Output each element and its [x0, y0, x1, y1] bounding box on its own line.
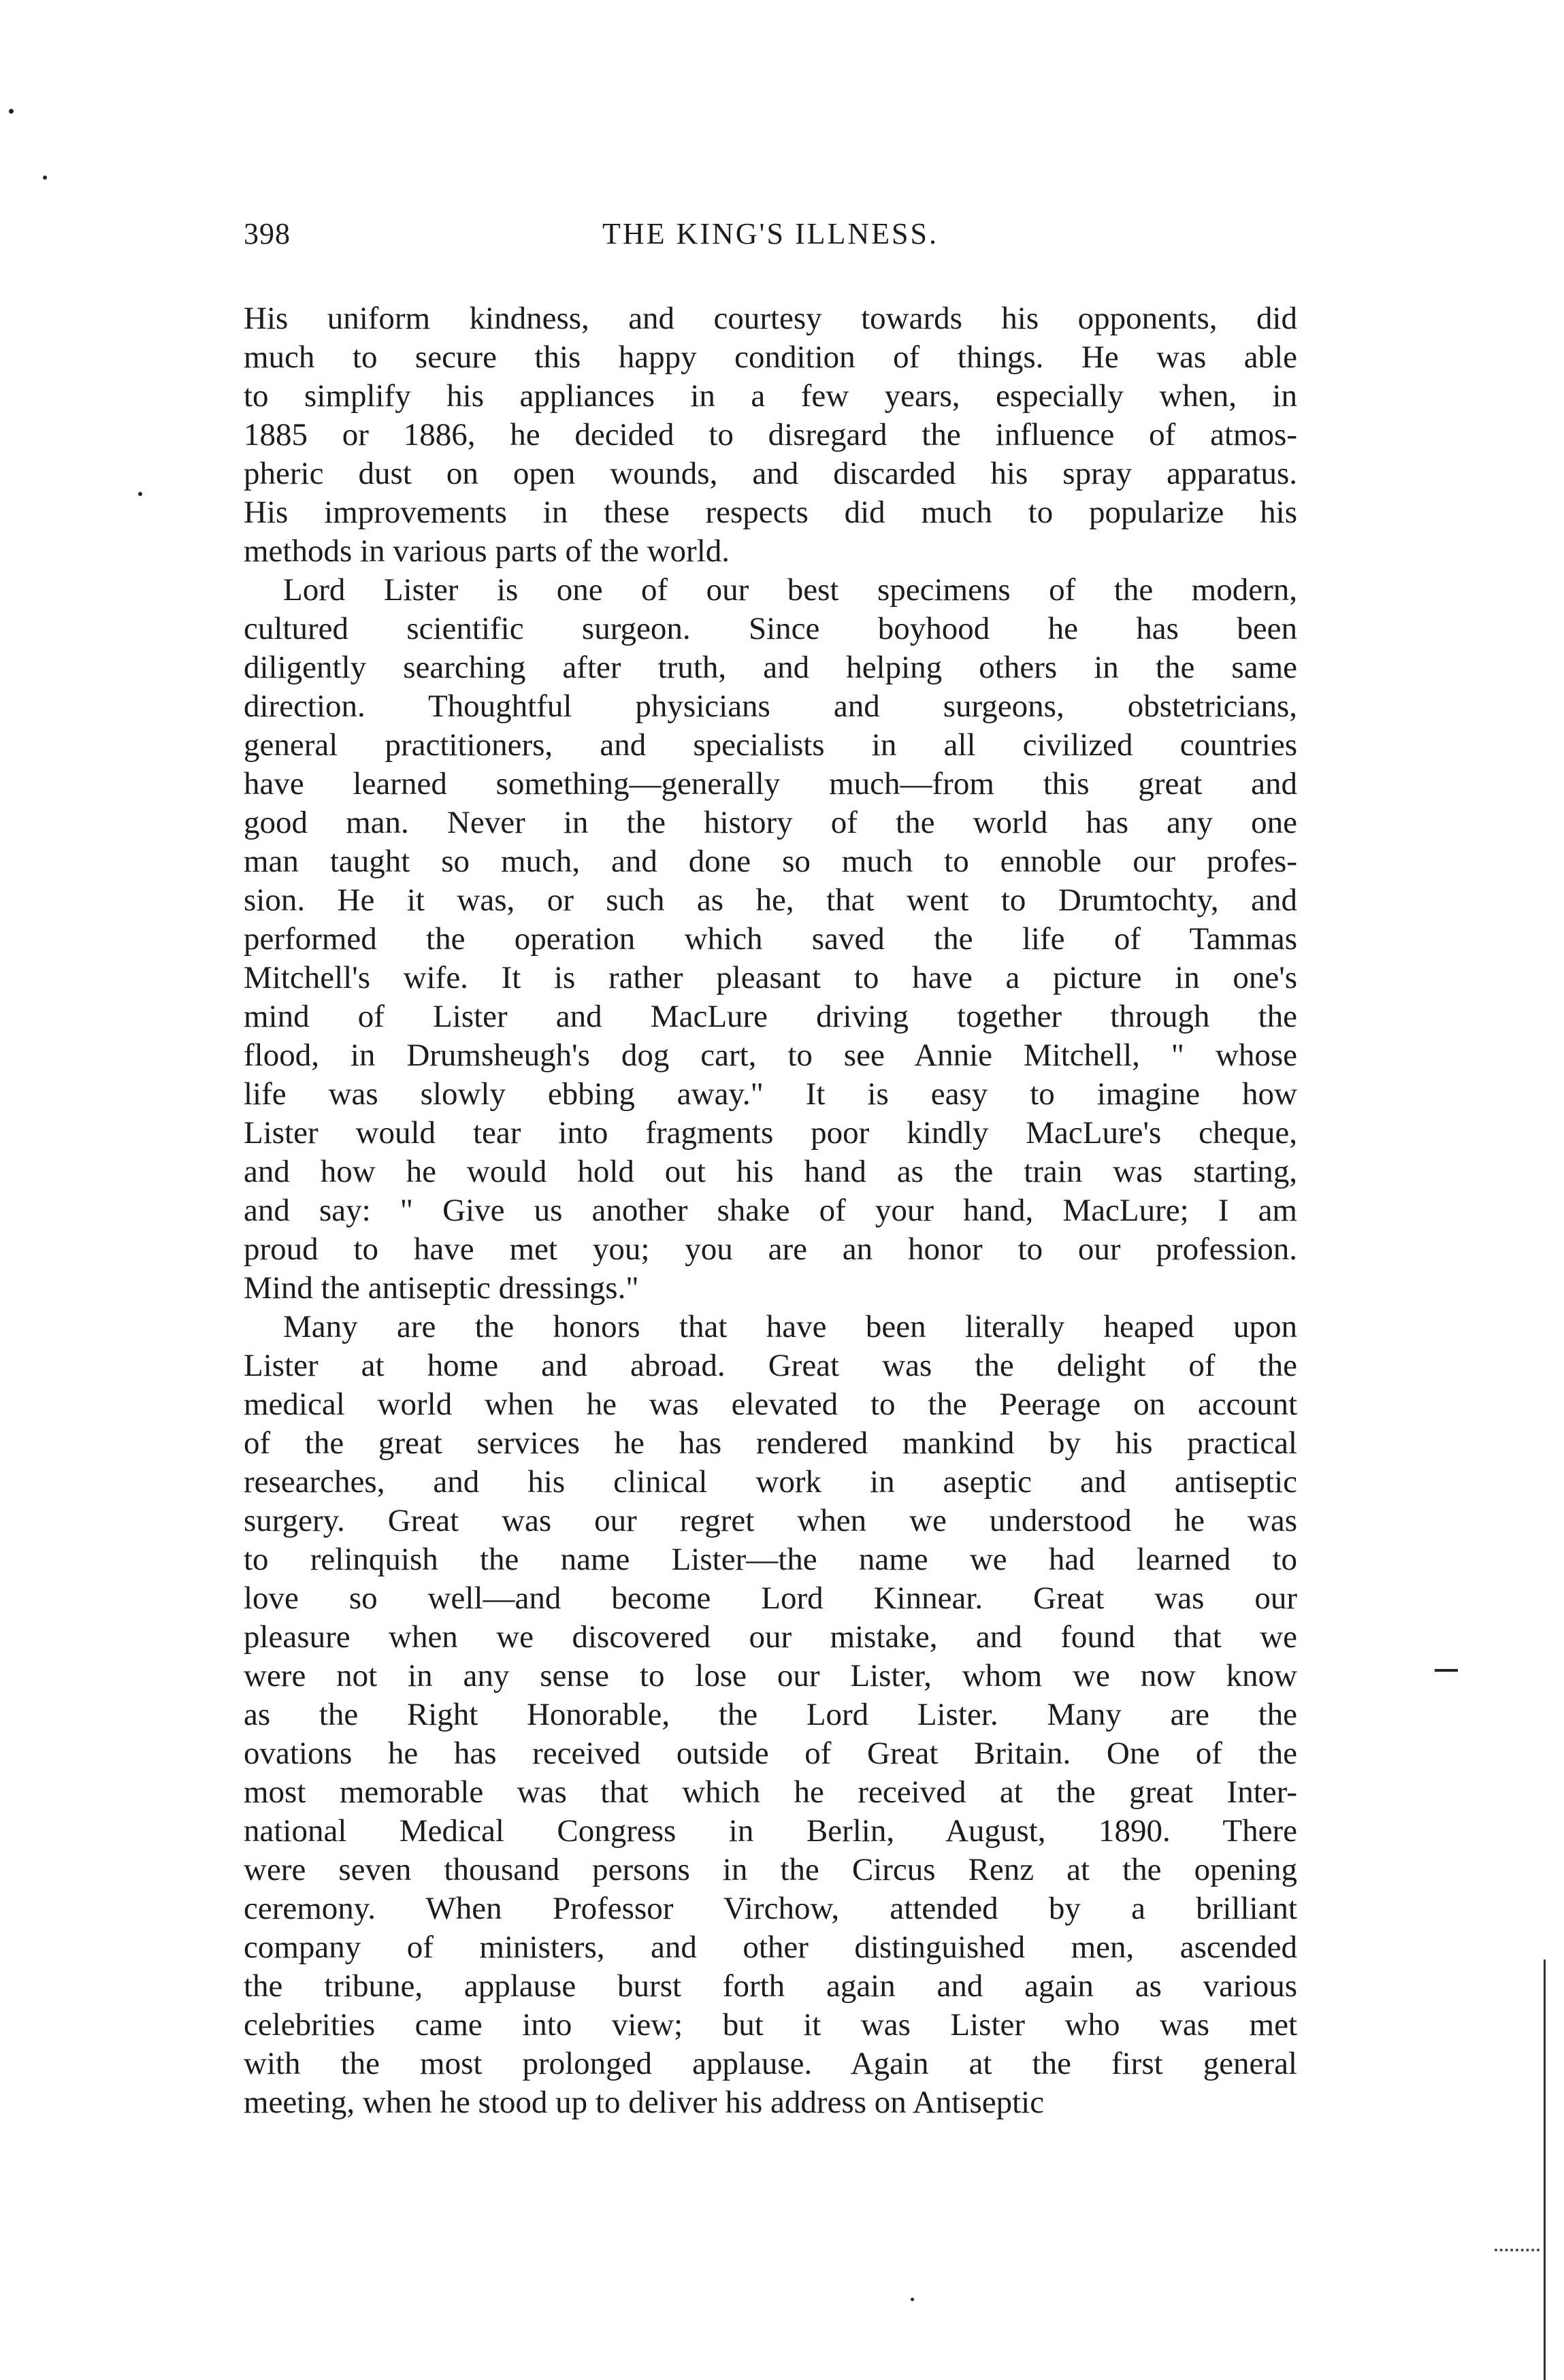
text-line: with the most prolonged applause. Again at the first general [244, 2046, 1297, 2081]
text-line: much to secure this happy condition of things. He was able [244, 340, 1297, 375]
text-line: good man. Never in the history of the world has any one [244, 805, 1297, 840]
text-line: life was slowly ebbing away." It is easy to imagine how [244, 1076, 1297, 1112]
chapter-title: THE KING'S ILLNESS. [602, 217, 939, 250]
text-line: performed the operation which saved the life of Tammas [244, 921, 1297, 957]
text-line: meeting, when he stood up to deliver his address on Antiseptic [244, 2085, 1045, 2120]
text-line: Many are the honors that have been literally heaped upon [283, 1309, 1297, 1344]
scan-dotted-mark [1495, 2249, 1539, 2251]
text-line: ovations he has received outside of Great Britain. One of the [244, 1736, 1297, 1771]
body-text [244, 299, 1297, 2122]
text-line: were seven thousand persons in the Circus Renz at the opening [244, 1852, 1297, 1887]
scan-speck [9, 109, 14, 114]
paragraph [244, 299, 1297, 571]
text-line: to simplify his appliances in a few years, especially when, in [244, 378, 1297, 414]
text-line: His improvements in these respects did much to popularize his [244, 495, 1297, 530]
scan-speck [43, 176, 47, 180]
text-line: surgery. Great was our regret when we understood he was [244, 1503, 1297, 1538]
text-line: the tribune, applause burst forth again and again as various [244, 1968, 1297, 2004]
text-line: direction. Thoughtful physicians and surgeons, obstetricians, [244, 689, 1297, 724]
text-line: 1885 or 1886, he decided to disregard the influence of atmos- [244, 417, 1297, 452]
text-line: as the Right Honorable, the Lord Lister. Many are the [244, 1697, 1297, 1732]
text-line: Lord Lister is one of our best specimens of the modern, [283, 572, 1297, 608]
text-line: His uniform kindness, and courtesy towards his opponents, did [244, 301, 1297, 336]
text-line: sion. He it was, or such as he, that went to Drumtochty, and [244, 882, 1297, 918]
text-line: cultured scientific surgeon. Since boyhood he has been [244, 611, 1297, 646]
scan-edge-line [1544, 1960, 1546, 2380]
text-line: Lister at home and abroad. Great was the delight of the [244, 1348, 1297, 1383]
text-line: man taught so much, and done so much to ennoble our profes- [244, 844, 1297, 879]
text-line: methods in various parts of the world. [244, 533, 730, 569]
paragraph [244, 1308, 1297, 2122]
text-line: and say: " Give us another shake of your hand, MacLure; I am [244, 1193, 1297, 1228]
text-line: to relinquish the name Lister—the name we had learned to [244, 1542, 1297, 1577]
text-line: national Medical Congress in Berlin, August, 1890. There [244, 1813, 1297, 1849]
text-line: medical world when he was elevated to the Peerage on account [244, 1387, 1297, 1422]
text-line: diligently searching after truth, and helping others in the same [244, 650, 1297, 685]
text-line: celebrities came into view; but it was Lister who was met [244, 2007, 1297, 2043]
text-line: love so well—and become Lord Kinnear. Great was our [244, 1581, 1297, 1616]
text-line: proud to have met you; you are an honor to our profession. [244, 1232, 1297, 1267]
text-line: have learned something—generally much—from this great and [244, 766, 1297, 801]
text-line: company of ministers, and other distinguished men, ascended [244, 1930, 1297, 1965]
scan-dash-mark [1435, 1669, 1458, 1672]
text-line: ceremony. When Professor Virchow, attended by a brilliant [244, 1891, 1297, 1926]
text-line: Lister would tear into fragments poor kindly MacLure's cheque, [244, 1115, 1297, 1151]
text-line: flood, in Drumsheugh's dog cart, to see Annie Mitchell, " whose [244, 1038, 1297, 1073]
scan-speck [911, 2298, 914, 2301]
text-line: Mind the antiseptic dressings." [244, 1270, 639, 1306]
scan-speck [138, 492, 142, 496]
running-head [244, 216, 1297, 257]
text-line: pheric dust on open wounds, and discarded his spray apparatus. [244, 456, 1297, 491]
text-line: of the great services he has rendered mankind by his practical [244, 1425, 1297, 1461]
text-line: general practitioners, and specialists in all civilized countries [244, 727, 1297, 763]
text-line: researches, and his clinical work in aseptic and antiseptic [244, 1464, 1297, 1500]
paragraph [244, 571, 1297, 1308]
page-number: 398 [244, 217, 291, 250]
text-line: Mitchell's wife. It is rather pleasant to have a picture in one's [244, 960, 1297, 995]
text-line: pleasure when we discovered our mistake, and found that we [244, 1619, 1297, 1655]
text-line: were not in any sense to lose our Lister, whom we now know [244, 1658, 1297, 1693]
text-line: and how he would hold out his hand as the train was starting, [244, 1154, 1297, 1189]
text-line: most memorable was that which he received at the great Inter- [244, 1774, 1297, 1810]
text-line: mind of Lister and MacLure driving together through the [244, 999, 1297, 1034]
